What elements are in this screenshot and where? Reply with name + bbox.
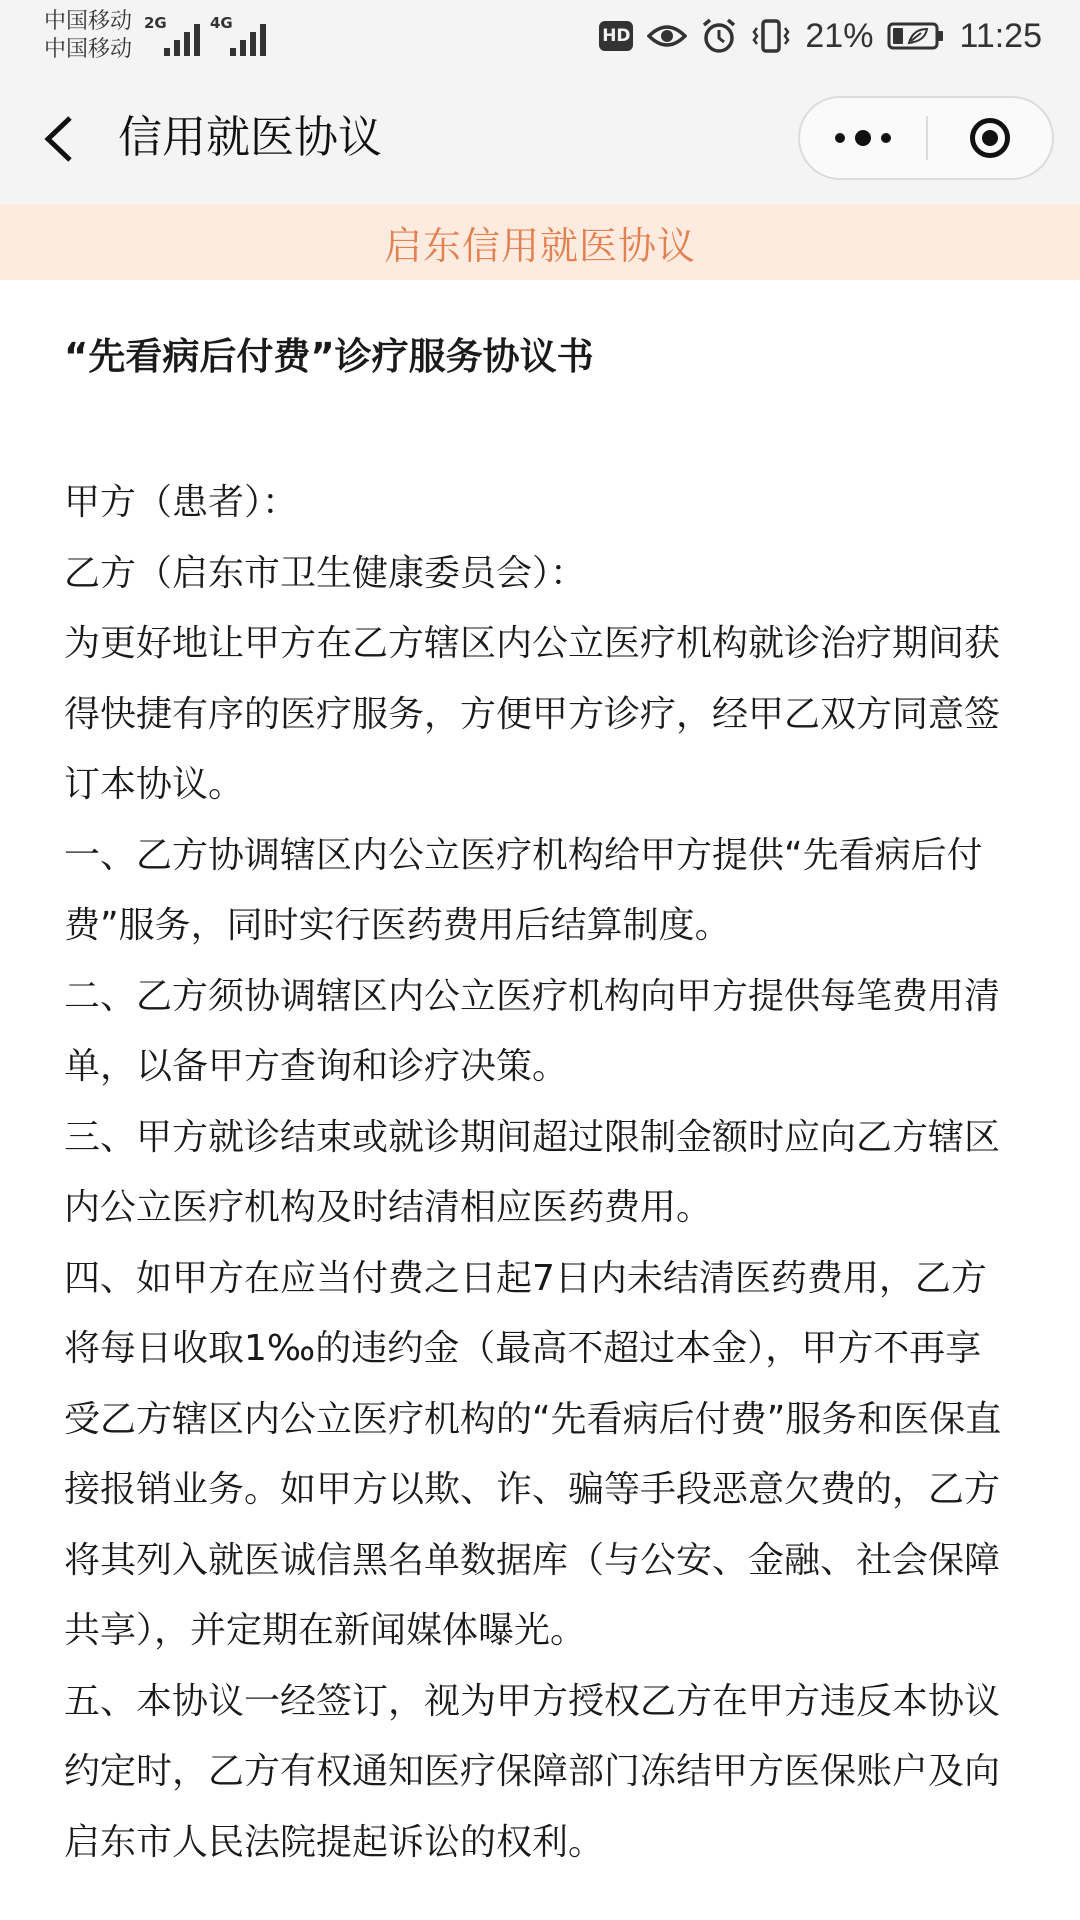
more-dots-icon: [835, 133, 845, 143]
network-type-1: 2G: [144, 14, 167, 32]
carrier-info: [44, 8, 132, 64]
network-type-2: 4G: [210, 14, 233, 32]
clause-3: 三、甲方就诊结束或就诊期间超过限制金额时应向乙方辖区内公立医疗机构及时结清相应医药费用。: [64, 1116, 1001, 1228]
battery-icon: [887, 21, 945, 51]
navigation-bar: [0, 72, 1080, 204]
clause-5: 五、本协议一经签订，视为甲方授权乙方在甲方违反本协议约定时，乙方有权通知医疗保障部门冻结甲方医保账户及向启东市人民法院提起诉讼的权利。: [64, 1680, 1001, 1863]
party-b-line: 乙方（启东市卫生健康委员会）：: [64, 552, 587, 594]
clause-2: 二、乙方须协调辖区内公立医疗机构向甲方提供每笔费用清单，以备甲方查询和诊疗决策。: [64, 975, 1001, 1087]
clock: 11:25: [959, 16, 1042, 55]
back-arrow-icon[interactable]: [40, 114, 80, 164]
eye-icon: [647, 21, 687, 51]
close-mini-program-button[interactable]: [928, 98, 1052, 178]
mini-program-capsule: [798, 96, 1054, 180]
status-indicators: [599, 14, 1042, 58]
carrier-1: 中国移动: [44, 9, 133, 34]
target-icon: [970, 118, 1010, 158]
signal-bars-icon: [230, 20, 274, 56]
carrier-2: 中国移动: [44, 37, 133, 62]
agreement-banner: [0, 204, 1080, 280]
hd-icon: HD: [599, 21, 633, 51]
status-bar: [0, 0, 1080, 72]
document-heading: “先看病后付费”诊疗服务协议书: [64, 335, 594, 378]
party-a-line: 甲方（患者）：: [64, 482, 299, 523]
more-options-button[interactable]: [800, 98, 926, 178]
page-title: 信用就医协议: [118, 112, 382, 163]
alarm-icon: [701, 17, 737, 55]
vibrate-icon: [751, 18, 791, 54]
clause-4: 四、如甲方在应当付费之日起7日内未结清医药费用，乙方将每日收取1‰的违约金（最高不超过本金），甲方不再享受乙方辖区内公立医疗机构的“先看病后付费”服务和医保直接报销业务。如甲方以欺、诈、骗等手段恶意欠费的，乙方将其列入就医诚信黑名单数据库（与公安、金融、社会保障共享），并定期在新闻媒体曝光。: [64, 1257, 1002, 1651]
signal-bars-icon: [164, 20, 208, 56]
battery-percent: 21%: [805, 16, 874, 55]
preamble-paragraph: 为更好地让甲方在乙方辖区内公立医疗机构就诊治疗期间获得快捷有序的医疗服务，方便甲方诊疗，经甲乙双方同意签订本协议。: [64, 623, 1001, 805]
clause-1: 一、乙方协调辖区内公立医疗机构给甲方提供“先看病后付费”服务，同时实行医药费用后结算制度。: [64, 834, 983, 946]
document-body: [64, 468, 1014, 1878]
agreement-content: [64, 324, 1014, 1878]
banner-title: 启东信用就医协议: [383, 223, 696, 268]
